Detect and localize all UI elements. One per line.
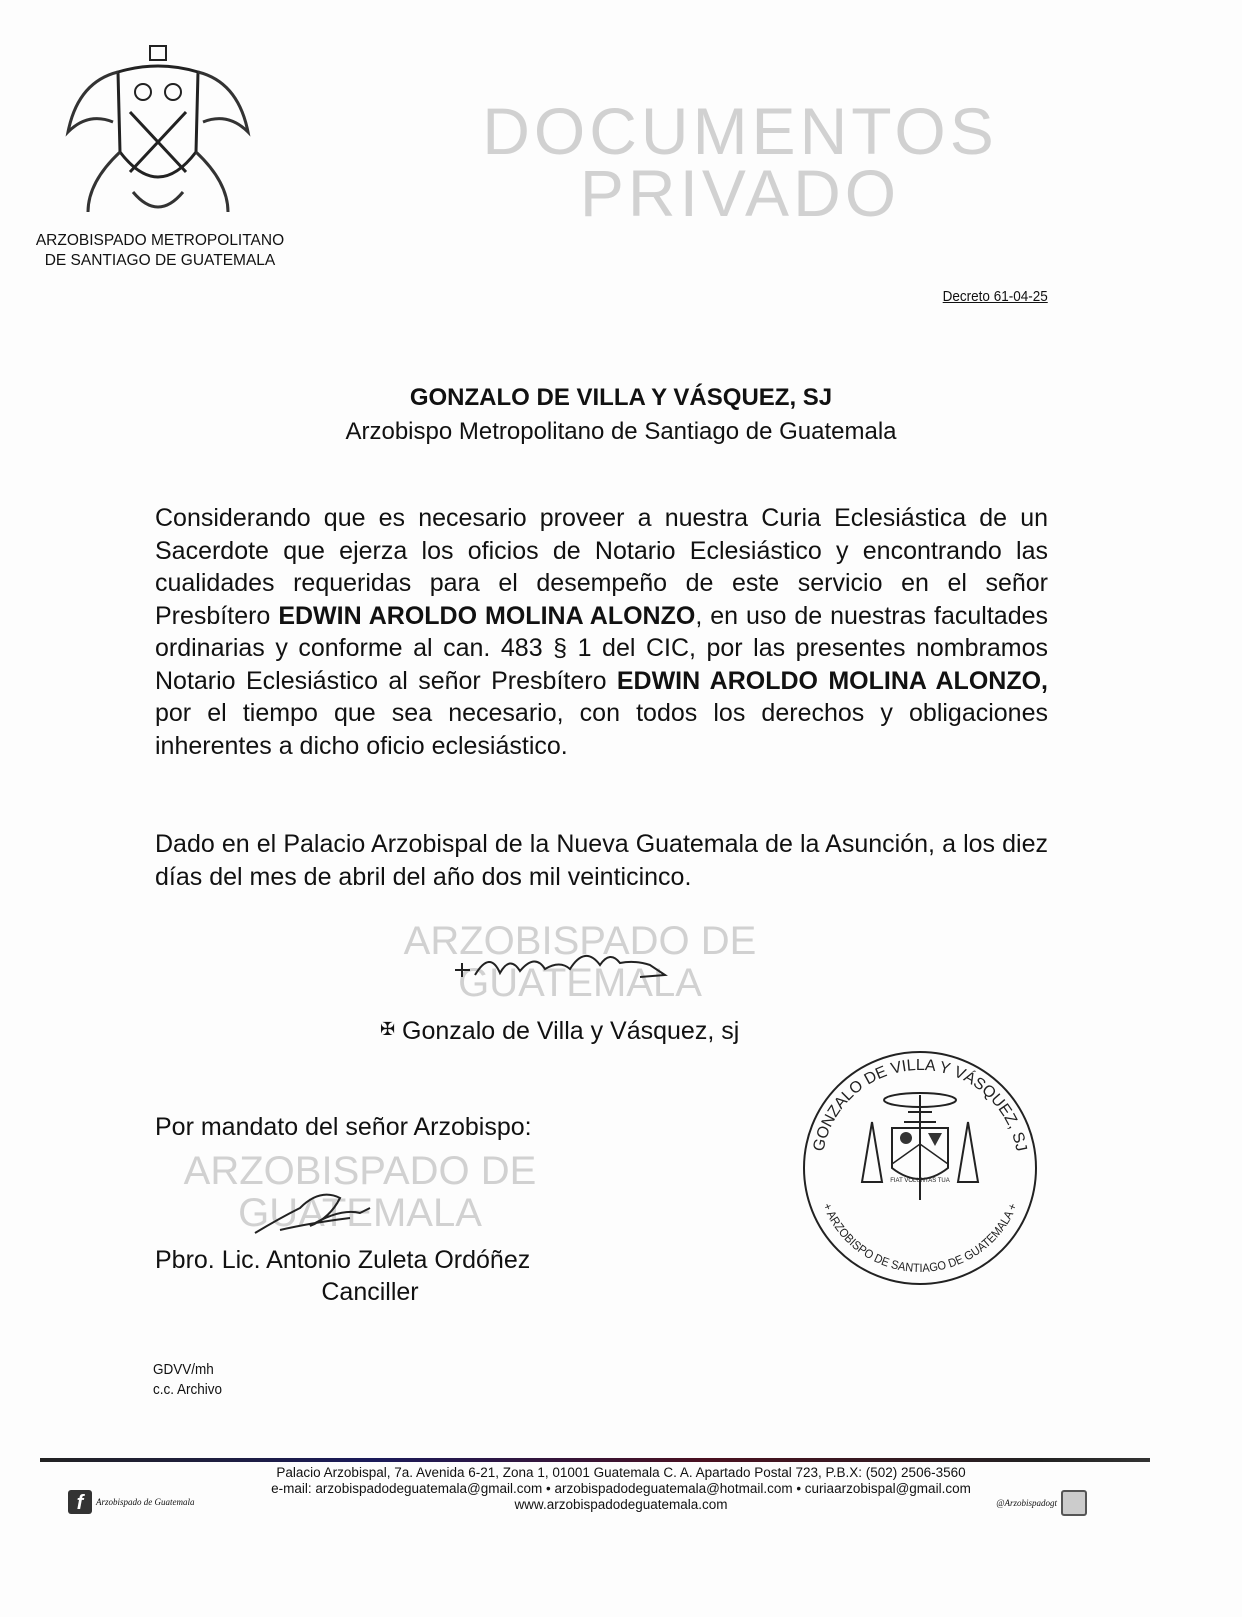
- watermark-archdiocese: ARZOBISPADO DE GUATEMALA: [183, 1149, 537, 1235]
- twitter-handle: @Arzobispadogt: [996, 1498, 1057, 1508]
- decree-number: Decreto 61-04-25: [942, 288, 1048, 305]
- appointee-name: EDWIN AROLDO MOLINA ALONZO: [278, 601, 696, 630]
- initials-line: GDVV/mh: [153, 1361, 214, 1378]
- seal-bottom-text: + ARZOBISPO DE SANTIAGO DE GUATEMALA +: [820, 1200, 1021, 1276]
- twitter-link[interactable]: [996, 1490, 1087, 1516]
- footer-emails: e-mail: arzobispadodeguatemala@gmail.com • arzobispadodeguatemala@hotmail.com • curiaarzobispal@gmail.com: [271, 1481, 971, 1496]
- footer-divider: [40, 1458, 1150, 1462]
- given-at-paragraph: Dado en el Palacio Arzobispal de la Nueva Guatemala de la Asunción, a los diez días del mes de abril del año dos mil veinticinco.: [155, 830, 1048, 891]
- seal-top-text: GONZALO DE VILLA Y VÁSQUEZ, SJ: [810, 1057, 1030, 1153]
- watermark-archdiocese: ARZOBISPADO DE GUATEMALA: [403, 919, 757, 1005]
- signer-name: Gonzalo de Villa y Vásquez, sj: [402, 1017, 740, 1045]
- chancellor-name: Pbro. Lic. Antonio Zuleta Ordóñez: [155, 1246, 531, 1274]
- org-name-line1: ARZOBISPADO METROPOLITANO: [35, 232, 285, 249]
- archbishop-seal: [800, 1050, 1040, 1290]
- chancellor-block: [155, 1244, 585, 1308]
- footer-website: www.arzobispadodeguatemala.com: [514, 1497, 728, 1512]
- copy-archive-line: c.c. Archivo: [153, 1381, 223, 1398]
- archdiocese-coat-of-arms-logo: [58, 42, 258, 227]
- decree-paragraph: [155, 502, 1048, 762]
- org-name-line2: DE SANTIAGO DE GUATEMALA: [44, 252, 276, 269]
- seal-motto: FIAT VOLUNTAS TUA: [890, 1178, 950, 1184]
- reference-initials: [153, 1360, 222, 1400]
- watermark-private-documents: DOCUMENTOS PRIVADO: [482, 94, 998, 230]
- chancellor-title: Canciller: [321, 1278, 419, 1306]
- archbishop-role: Arzobispo Metropolitano de Santiago de Guatemala: [345, 418, 897, 445]
- footer-address: Palacio Arzobispal, 7a. Avenida 6-21, Zona 1, 01001 Guatemala C. A. Apartado Postal 723, P.B.X: (502) 2506-3560: [276, 1465, 966, 1480]
- mandate-line: Por mandato del señor Arzobispo:: [155, 1113, 532, 1141]
- facebook-handle: Arzobispado de Guatemala: [96, 1497, 195, 1507]
- paragraph-text: , en uso de nuestras facultades ordinarias y conforme al can. 483 § 1 del CIC, por las presentes nombramos Notario Eclesiástico al señor Presbítero: [155, 601, 1048, 695]
- facebook-icon: f: [68, 1490, 92, 1514]
- facebook-link[interactable]: [68, 1490, 195, 1514]
- twitter-icon: [1061, 1490, 1087, 1516]
- paragraph-text: por el tiempo que sea necesario, con todos los derechos y obligaciones inherentes a dicho oficio eclesiástico.: [155, 699, 1048, 760]
- cross-icon: ✠: [380, 1019, 396, 1039]
- chancellor-signature: [250, 1178, 380, 1238]
- archbishop-signature: [450, 935, 690, 995]
- paragraph-text: Considerando que es necesario proveer a nuestra Curia Eclesiástica de un Sacerdote que ejerza los oficios de Notario Eclesiástico y encontrando las cualidades requeridas para el desempeño de este servicio en el señor Presbítero: [155, 504, 1048, 630]
- appointee-name: EDWIN AROLDO MOLINA ALONZO,: [616, 666, 1048, 695]
- svg-text:+ ARZOBISPO DE SANTIAGO DE GUA: [820, 1201, 1020, 1275]
- archbishop-name-heading: GONZALO DE VILLA Y VÁSQUEZ, SJ: [409, 384, 833, 411]
- signer-line: [380, 1017, 739, 1046]
